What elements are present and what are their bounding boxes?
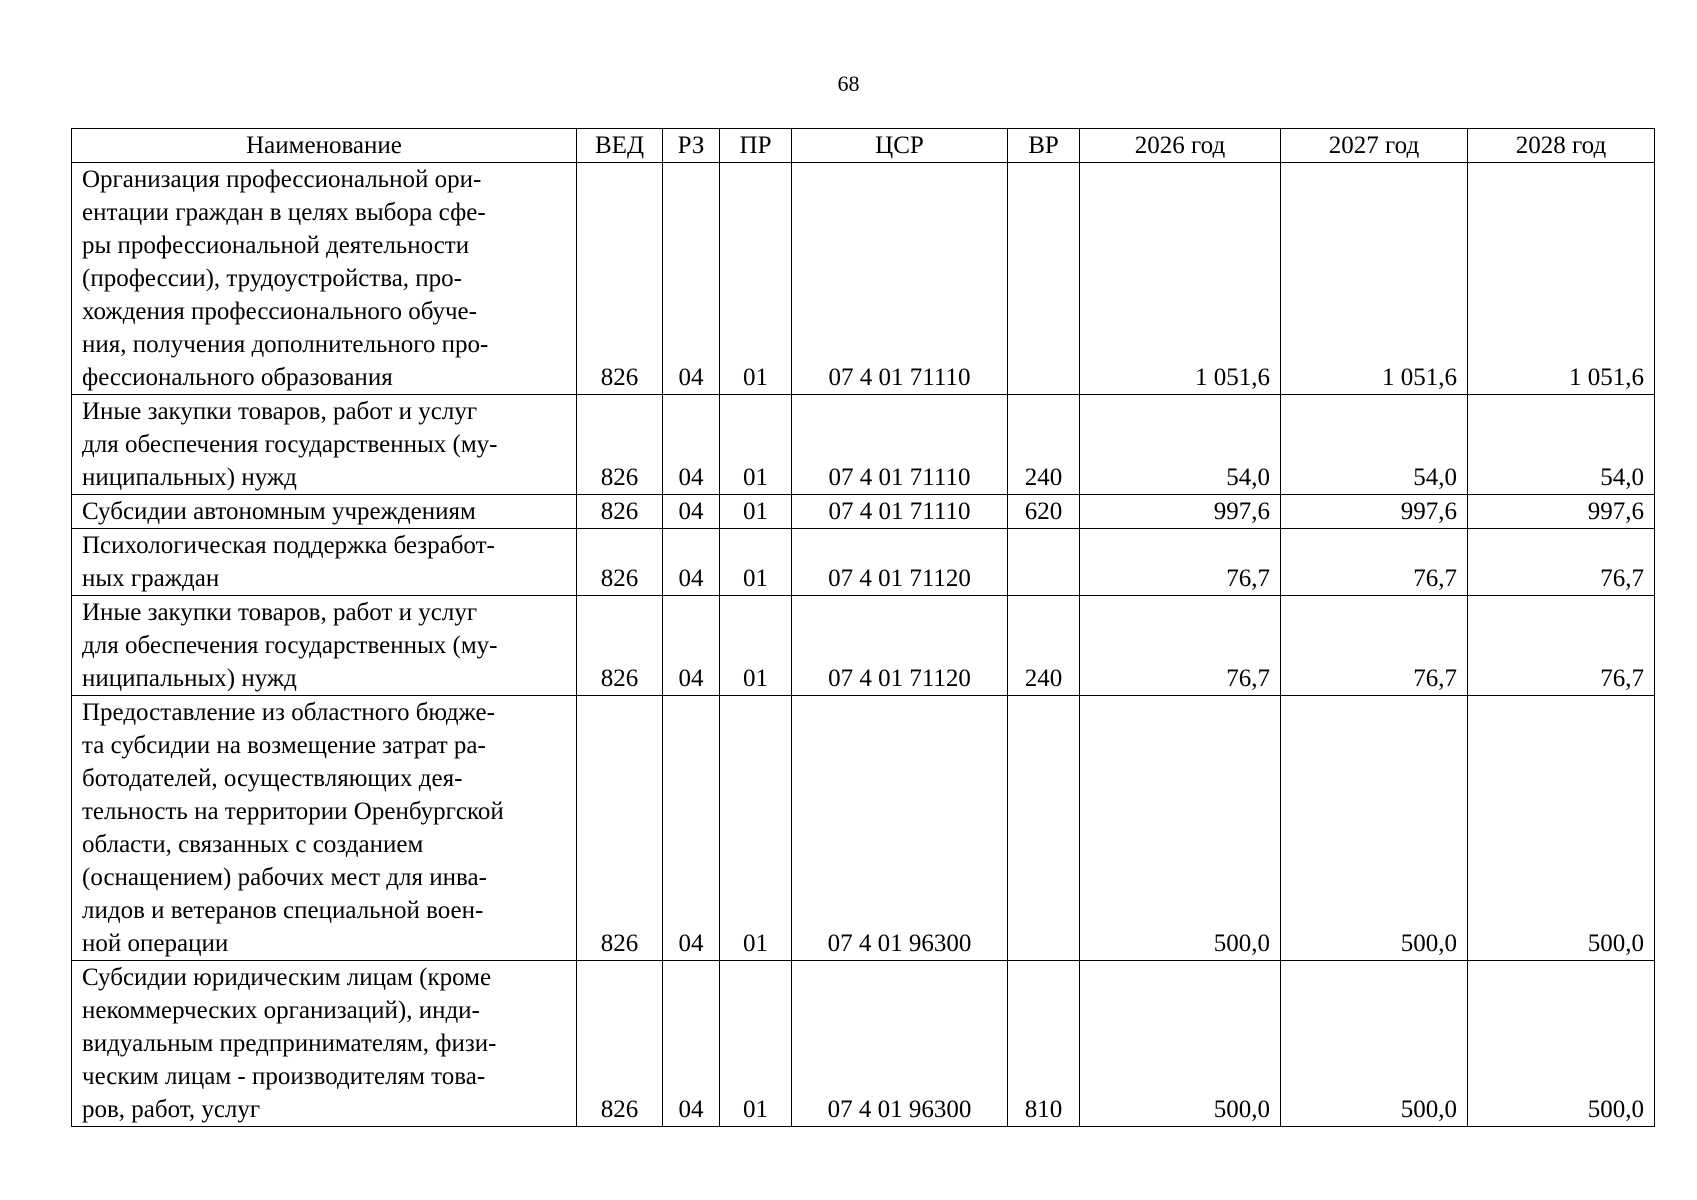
cell-name [72,495,577,529]
header-name: Наименование [72,129,577,163]
name-line: лидов и ветеранов специальной воен- [82,897,484,924]
name-line: (профессии), трудоустройства, про- [82,265,462,292]
cell-name [72,961,577,1127]
cell-vr: 240 [1008,395,1080,495]
table-row [72,961,1655,1127]
table-row [72,529,1655,596]
cell-name [72,696,577,961]
cell-2028: 54,0 [1468,395,1655,495]
name-line: некоммерческих организаций), инди- [82,997,480,1024]
cell-csr: 07 4 01 71110 [792,495,1008,529]
header-ved: ВЕД [577,129,663,163]
cell-ved: 826 [577,596,663,696]
name-line: ры профессиональной деятельности [82,232,470,259]
cell-vr: 810 [1008,961,1080,1127]
cell-rz: 04 [663,495,720,529]
cell-2028: 1 051,6 [1468,163,1655,395]
table-header [72,129,1655,163]
cell-2027: 997,6 [1281,495,1468,529]
table-body [72,163,1655,1127]
cell-csr: 07 4 01 71120 [792,596,1008,696]
cell-ved: 826 [577,529,663,596]
header-pr: ПР [720,129,792,163]
cell-2028: 500,0 [1468,961,1655,1127]
cell-2028: 76,7 [1468,596,1655,696]
cell-vr: 240 [1008,596,1080,696]
name-line: для обеспечения государственных (му- [82,632,498,659]
table-row [72,696,1655,961]
name-line: ных граждан [82,565,220,592]
header-vr: ВР [1008,129,1080,163]
name-line: тельность на территории Оренбургской [82,798,504,825]
cell-rz: 04 [663,395,720,495]
cell-2027: 1 051,6 [1281,163,1468,395]
cell-rz: 04 [663,961,720,1127]
table-row [72,495,1655,529]
name-line: ниципальных) нужд [82,464,297,491]
name-line: ния, получения дополнительного про- [82,331,489,358]
name-line: Иные закупки товаров, работ и услуг [82,398,478,425]
name-line: хождения профессионального обуче- [82,298,477,325]
name-line: фессионального образования [82,364,393,391]
cell-pr: 01 [720,495,792,529]
cell-ved: 826 [577,163,663,395]
name-line: Предоставление из областного бюдже- [82,699,495,726]
cell-2026: 54,0 [1080,395,1281,495]
cell-pr: 01 [720,163,792,395]
cell-2026: 1 051,6 [1080,163,1281,395]
cell-name [72,163,577,395]
cell-rz: 04 [663,163,720,395]
cell-rz: 04 [663,529,720,596]
name-line: (оснащением) рабочих мест для инва- [82,864,487,891]
cell-ved: 826 [577,495,663,529]
cell-ved: 826 [577,395,663,495]
header-2028: 2028 год [1468,129,1655,163]
cell-2027: 76,7 [1281,529,1468,596]
cell-2027: 500,0 [1281,696,1468,961]
cell-pr: 01 [720,529,792,596]
cell-csr: 07 4 01 71120 [792,529,1008,596]
cell-rz: 04 [663,596,720,696]
name-line: Психологическая поддержка безработ- [82,532,495,559]
table-row [72,395,1655,495]
header-row [72,129,1655,163]
cell-2028: 997,6 [1468,495,1655,529]
name-line: ной операции [82,930,229,957]
cell-ved: 826 [577,696,663,961]
header-2027: 2027 год [1281,129,1468,163]
cell-2026: 76,7 [1080,596,1281,696]
name-line: области, связанных с созданием [82,831,424,858]
cell-name [72,529,577,596]
cell-pr: 01 [720,696,792,961]
cell-csr: 07 4 01 71110 [792,163,1008,395]
name-line: ров, работ, услуг [82,1096,261,1123]
cell-csr: 07 4 01 96300 [792,961,1008,1127]
cell-ved: 826 [577,961,663,1127]
name-line: Иные закупки товаров, работ и услуг [82,599,478,626]
cell-2027: 76,7 [1281,596,1468,696]
name-line: ентации граждан в целях выбора сфе- [82,199,486,226]
cell-pr: 01 [720,596,792,696]
cell-2026: 76,7 [1080,529,1281,596]
cell-csr: 07 4 01 96300 [792,696,1008,961]
page-number: 68 [837,71,860,96]
table-row [72,163,1655,395]
name-line: ческим лицам - производителям това- [82,1063,486,1090]
header-2026: 2026 год [1080,129,1281,163]
table-row [72,596,1655,696]
name-line: Субсидии автономным учреждениям [82,498,476,525]
name-line: ботодателей, осуществляющих дея- [82,765,463,792]
cell-2026: 997,6 [1080,495,1281,529]
cell-vr [1008,529,1080,596]
cell-pr: 01 [720,961,792,1127]
name-line: та субсидии на возмещение затрат ра- [82,732,486,759]
name-line: видуальным предпринимателям, физи- [82,1030,497,1057]
header-csr: ЦСР [792,129,1008,163]
cell-vr: 620 [1008,495,1080,529]
cell-name [72,395,577,495]
cell-csr: 07 4 01 71110 [792,395,1008,495]
cell-2028: 76,7 [1468,529,1655,596]
cell-rz: 04 [663,696,720,961]
cell-2027: 500,0 [1281,961,1468,1127]
name-line: ниципальных) нужд [82,665,297,692]
cell-2026: 500,0 [1080,961,1281,1127]
cell-2026: 500,0 [1080,696,1281,961]
budget-table [71,128,1655,1127]
cell-vr [1008,163,1080,395]
cell-name [72,596,577,696]
cell-vr [1008,696,1080,961]
name-line: Субсидии юридическим лицам (кроме [82,964,492,991]
cell-2028: 500,0 [1468,696,1655,961]
cell-2027: 54,0 [1281,395,1468,495]
header-rz: РЗ [663,129,720,163]
name-line: Организация профессиональной ори- [82,166,482,193]
cell-pr: 01 [720,395,792,495]
name-line: для обеспечения государственных (му- [82,431,498,458]
